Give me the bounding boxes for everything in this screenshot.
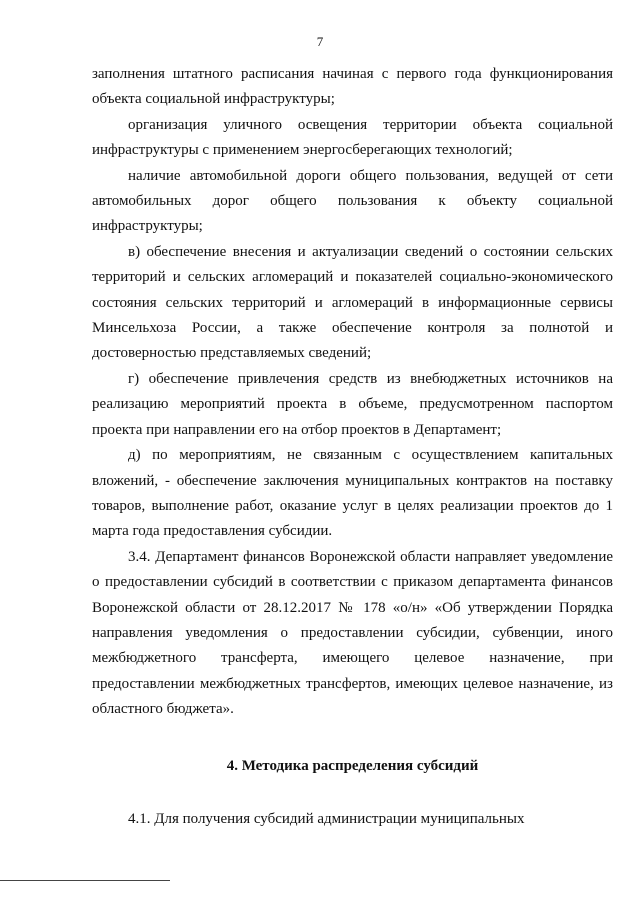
paragraph-item-d: д) по мероприятиям, не связанным с осуществлением капитальных вложений, - обеспечение заключения муниципальных контрактов на поставку товаров, выполнение работ, оказание услуг в целях реализации проектов до 1 марта года предоставления субсидии.: [92, 447, 613, 540]
paragraph-4-1: 4.1. Для получения субсидий администрации муниципальных: [128, 810, 525, 827]
section-heading: 4. Методика распределения субсидий: [226, 757, 479, 774]
paragraph-item-g: г) обеспечение привлечения средств из внебюджетных источников на реализацию мероприятий проекта в объеме, предусмотренном паспортом проекта при направлении его на отбор проектов в Департамент;: [92, 370, 613, 438]
paragraph-3-4: 3.4. Департамент финансов Воронежской области направляет уведомление о предоставлении субсидий в соответствии с приказом департамента финансов Воронежской области от 28.12.2017 № 178 «о/н» «Об утверждении Порядка направления уведомления о предоставлении субсидии, субвенции, иного межбюджетного трансферта, имеющего целевое назначение, при предоставлении межбюджетных трансфертов, имеющих целевое назначение, из областного бюджета».: [92, 548, 613, 718]
paragraph-item-v: в) обеспечение внесения и актуализации сведений о состоянии сельских территорий и сельских агломераций и показателей социально-экономического состояния сельских территорий и агломераций в информационные сервисы Минсельхоза России, а также обеспечение контроля за полнотой и достоверностью представляемых сведений;: [92, 243, 613, 362]
footer-rule: [0, 880, 170, 881]
document-body: [92, 62, 613, 832]
paragraph-street-lighting: организация уличного освещения территории объекта социальной инфраструктуры с применением энергосберегающих технологий;: [92, 116, 613, 159]
paragraph-staffing: заполнения штатного расписания начиная с первого года функционирования объекта социальной инфраструктуры;: [92, 66, 613, 108]
page-number: 7: [316, 34, 324, 49]
paragraph-road-access: наличие автомобильной дороги общего пользования, ведущей от сети автомобильных дорог общего пользования к объекту социальной инфраструктуры;: [92, 167, 613, 235]
